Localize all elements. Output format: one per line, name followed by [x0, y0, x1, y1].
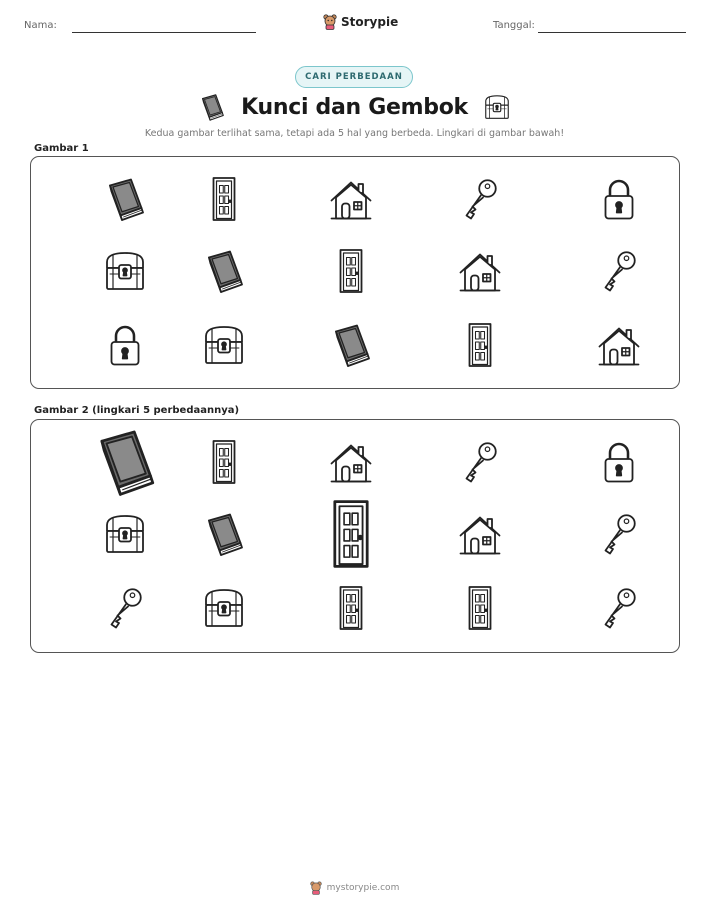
key-icon[interactable]	[101, 584, 149, 632]
door-icon[interactable]	[200, 438, 248, 486]
book-icon[interactable]	[200, 510, 248, 558]
key-icon	[456, 175, 504, 223]
bear-icon	[310, 881, 322, 895]
book-icon	[200, 247, 248, 295]
picture2-label: Gambar 2 (lingkari 5 perbedaannya)	[34, 405, 240, 416]
book-icon[interactable]	[88, 425, 162, 499]
treasure-chest-icon	[200, 321, 248, 369]
book-icon	[101, 175, 149, 223]
key-icon	[595, 247, 643, 295]
house-icon[interactable]	[456, 510, 504, 558]
picture1-label: Gambar 1	[34, 143, 89, 154]
name-line[interactable]	[72, 32, 256, 33]
house-icon[interactable]	[327, 438, 375, 486]
door-icon	[200, 175, 248, 223]
bear-icon	[323, 14, 337, 30]
brand-logo	[323, 14, 398, 30]
treasure-chest-icon	[101, 247, 149, 295]
treasure-chest-icon[interactable]	[101, 510, 149, 558]
activity-badge: CARI PERBEDAAN	[295, 66, 413, 88]
door-icon[interactable]	[456, 584, 504, 632]
door-icon	[327, 247, 375, 295]
house-icon	[456, 247, 504, 295]
door-icon	[456, 321, 504, 369]
date-line[interactable]	[538, 32, 686, 33]
book-icon	[327, 321, 375, 369]
padlock-icon[interactable]	[595, 438, 643, 486]
door-icon[interactable]	[314, 497, 388, 571]
instructions: Kedua gambar terlihat sama, tetapi ada 5 hal yang berbeda. Lingkari di gambar bawah!	[144, 128, 565, 139]
treasure-chest-icon[interactable]	[200, 584, 248, 632]
page-title: Kunci dan Gembok	[241, 94, 468, 120]
brand-name: Storypie	[341, 15, 399, 29]
picture1-panel	[30, 156, 680, 389]
key-icon[interactable]	[595, 584, 643, 632]
house-icon	[327, 175, 375, 223]
name-label: Nama:	[24, 20, 57, 31]
date-label: Tanggal:	[493, 20, 535, 31]
key-icon[interactable]	[595, 510, 643, 558]
padlock-icon	[595, 175, 643, 223]
house-icon	[595, 321, 643, 369]
picture2-panel[interactable]	[30, 419, 680, 653]
door-icon[interactable]	[327, 584, 375, 632]
book-icon	[197, 92, 227, 122]
key-icon[interactable]	[456, 438, 504, 486]
padlock-icon	[101, 321, 149, 369]
title-row	[0, 92, 709, 122]
treasure-chest-icon	[482, 92, 512, 122]
footer-url: mystorypie.com	[326, 883, 400, 893]
footer	[0, 881, 709, 895]
